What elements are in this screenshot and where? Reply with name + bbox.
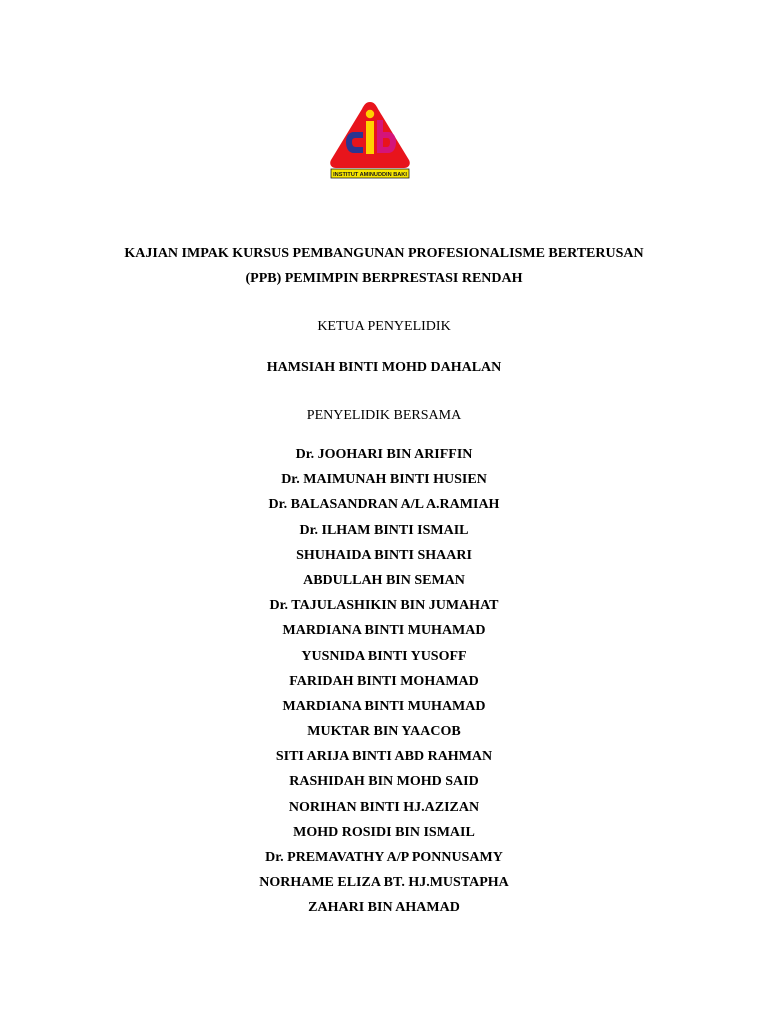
co-researcher-name: SITI ARIJA BINTI ABD RAHMAN	[275, 749, 493, 765]
co-researcher-name: RASHIDAH BIN MOHD SAID	[289, 774, 479, 790]
co-researcher-name: Dr. BALASANDRAN A/L A.RAMIAH	[268, 497, 500, 513]
co-researcher-name: ABDULLAH BIN SEMAN	[303, 572, 465, 588]
co-researcher-name: MOHD ROSIDI BIN ISMAIL	[293, 824, 475, 840]
co-researcher-name: MARDIANA BINTI MUHAMAD	[282, 623, 486, 639]
co-researcher-name: Dr. MAIMUNAH BINTI HUSIEN	[281, 472, 487, 488]
co-researcher-name: ZAHARI BIN AHAMAD	[308, 900, 460, 916]
co-researcher-name: Dr. PREMAVATHY A/P PONNUSAMY	[265, 850, 503, 865]
lead-researcher-name: HAMSIAH BINTI MOHD DAHALAN	[266, 360, 502, 375]
co-researcher-name: Dr. JOOHARI BIN ARIFFIN	[295, 447, 473, 462]
co-researcher-name: Dr. ILHAM BINTI ISMAIL	[299, 522, 469, 538]
co-researcher-name: SHUHAIDA BINTI SHAARI	[296, 547, 472, 563]
document-title-line-2: (PPB) PEMIMPIN BERPRESTASI RENDAH	[245, 271, 523, 286]
co-researcher-name: MARDIANA BINTI MUHAMAD	[282, 698, 486, 714]
co-researcher-name: MUKTAR BIN YAACOB	[307, 724, 461, 740]
co-researcher-name: NORHAME ELIZA BT. HJ.MUSTAPHA	[259, 875, 509, 891]
letter-i-dot	[366, 110, 374, 118]
co-researcher-name: NORIHAN BINTI HJ.AZIZAN	[288, 799, 480, 815]
co-researcher-name: Dr. TAJULASHIKIN BIN JUMAHAT	[269, 598, 499, 614]
letter-i-stem	[366, 121, 374, 154]
logo-banner-text: INSTITUT AMINUDDIN BAKI	[333, 172, 407, 178]
co-researcher-name: YUSNIDA BINTI YUSOFF	[301, 648, 467, 664]
co-researchers-heading: PENYELIDIK BERSAMA	[306, 408, 462, 423]
institute-logo	[325, 96, 415, 184]
co-researchers-list	[0, 446, 768, 925]
co-researcher-name: FARIDAH BINTI MOHAMAD	[289, 673, 479, 689]
document-title-line-1: KAJIAN IMPAK KURSUS PEMBANGUNAN PROFESIONALISME BERTERUSAN	[124, 246, 644, 261]
lead-researcher-heading: KETUA PENYELIDIK	[317, 319, 451, 334]
